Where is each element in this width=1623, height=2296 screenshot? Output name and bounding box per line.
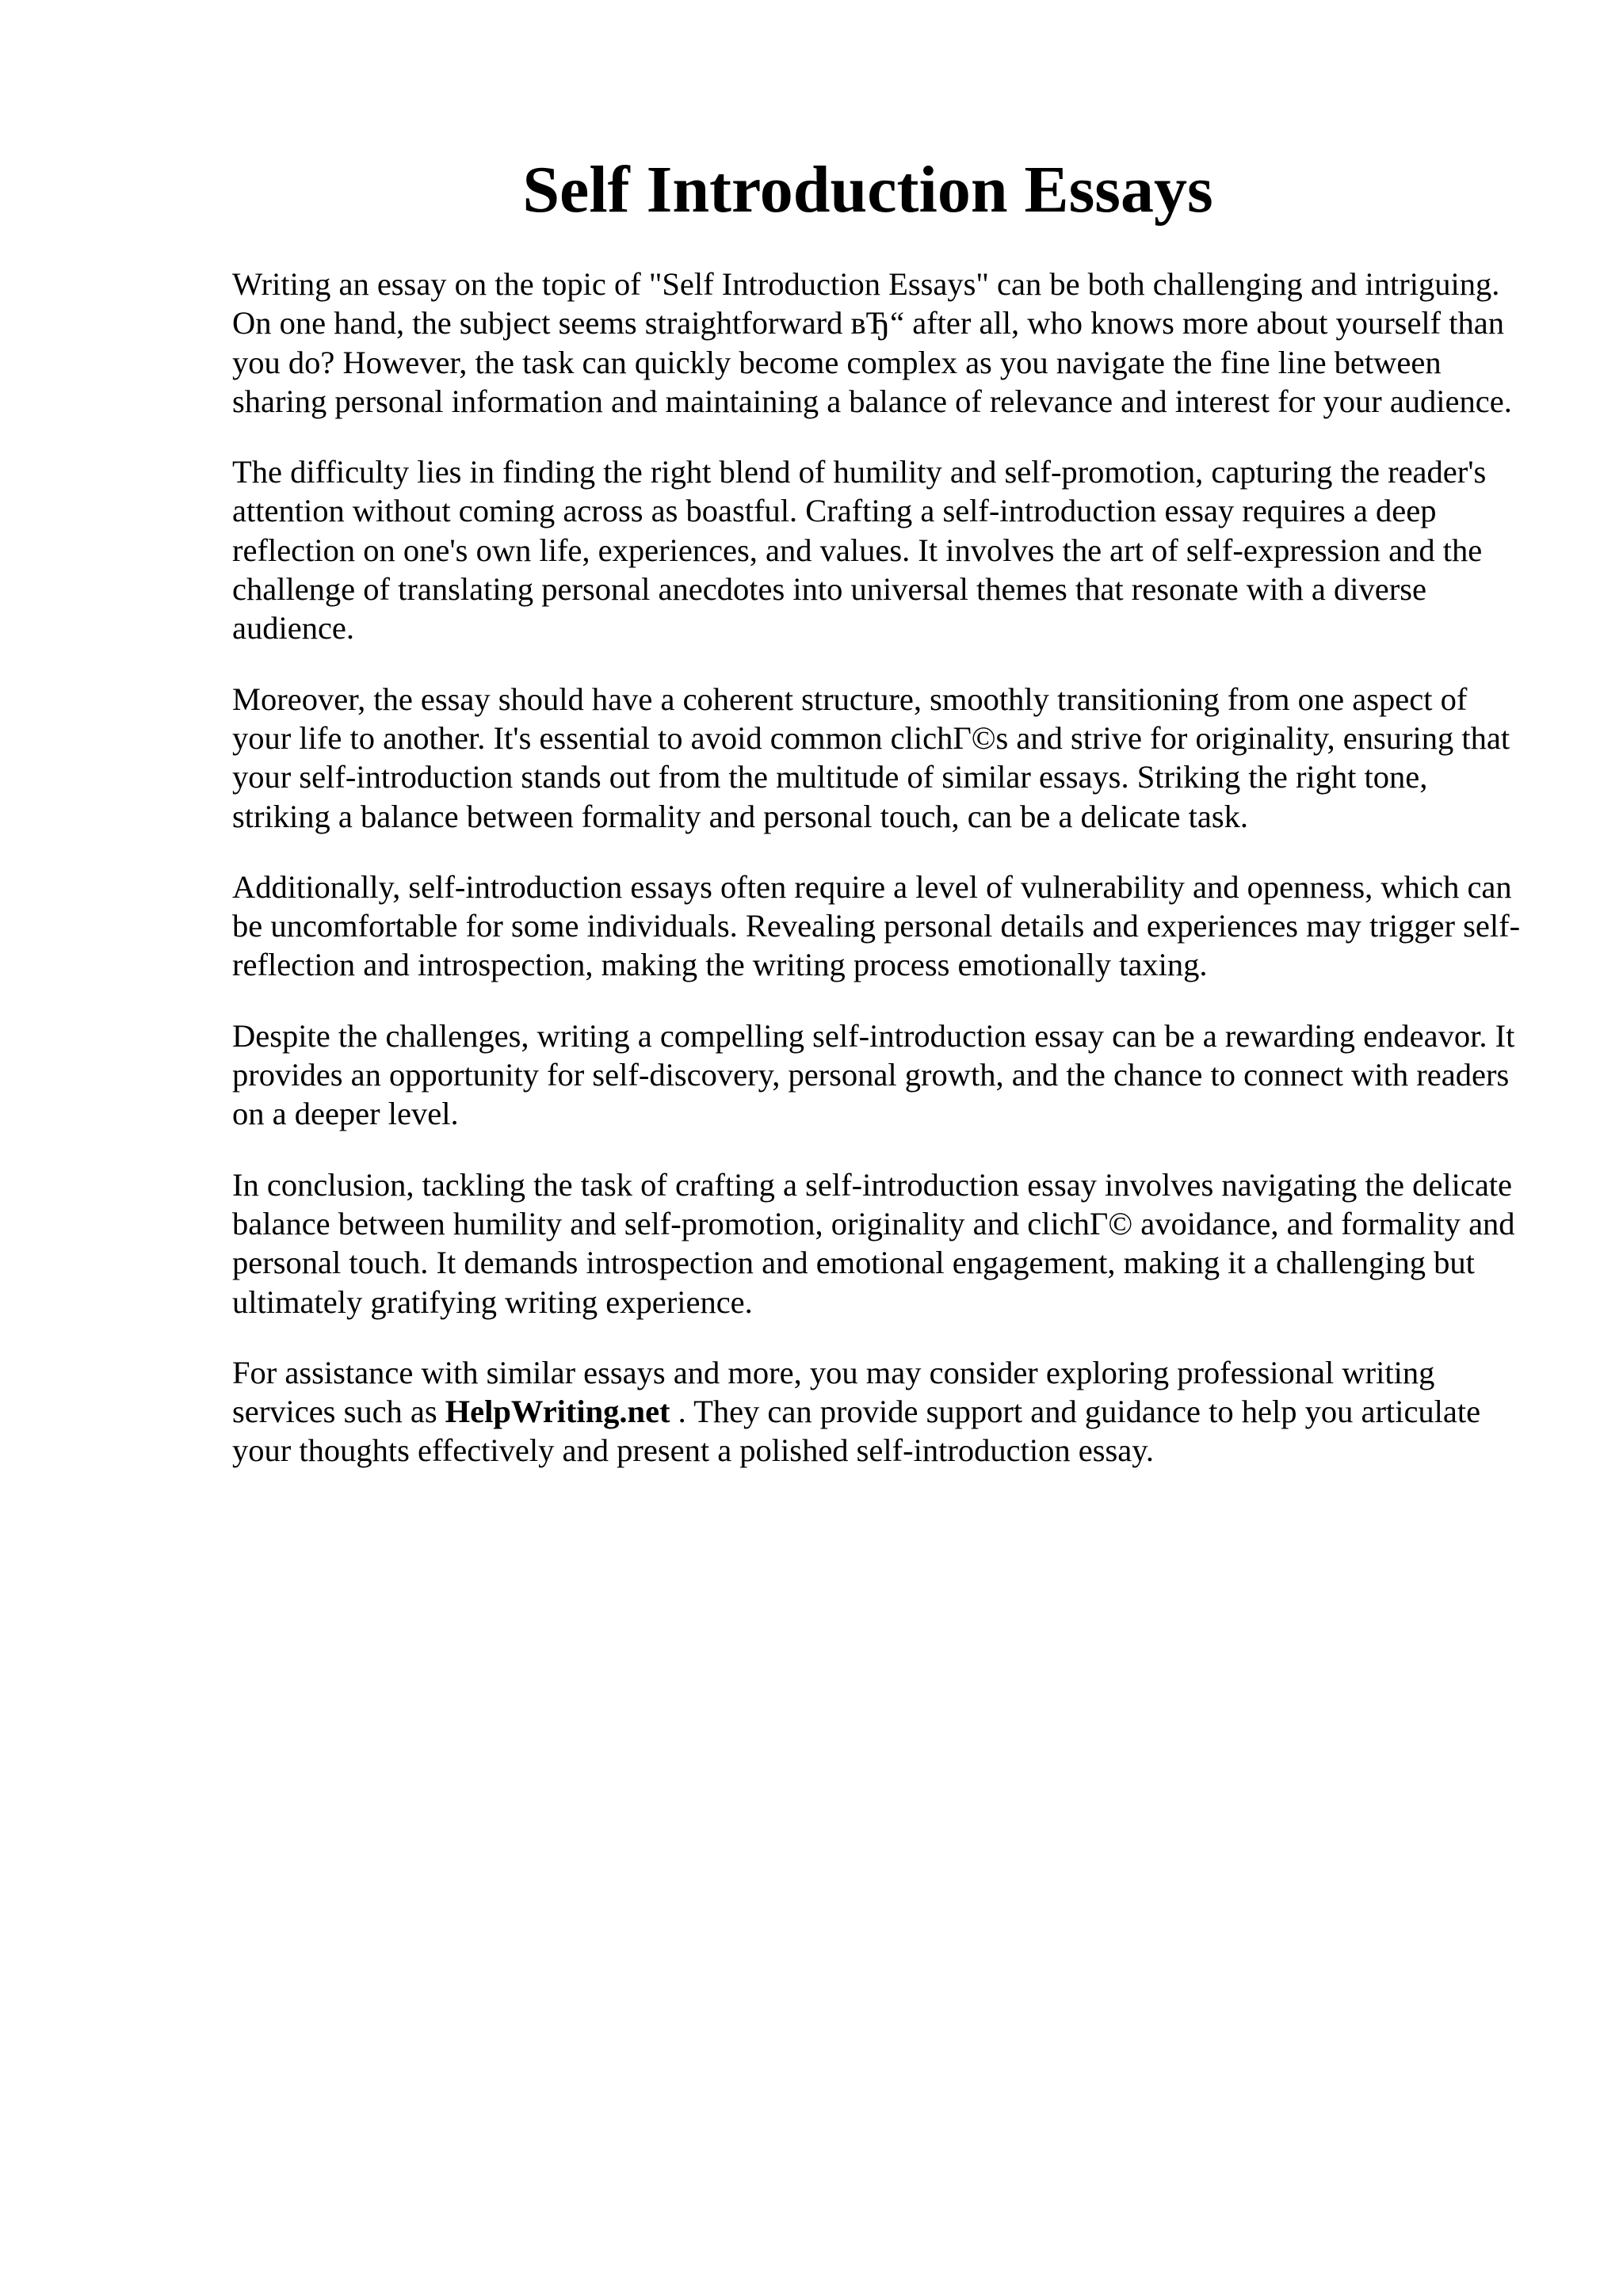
closing-paragraph: [232, 1353, 1524, 1470]
helpwriting-link[interactable]: HelpWriting.net: [445, 1394, 670, 1430]
paragraph-6: In conclusion, tackling the task of crafting a self-introduction essay involves navigating the delicate balance between humility and self-promotion, originality and clichГ© avoidance, and formality and personal touch. It demands introspection and emotional engagement, making it a challenging but ultimately gratifying writing experience.: [232, 1166, 1515, 1320]
paragraph-5: Despite the challenges, writing a compelling self-introduction essay can be a rewarding endeavor. It provides an opportunity for self-discovery, personal growth, and the chance to connect with readers on a deeper level.: [232, 1017, 1515, 1132]
paragraph-3: Moreover, the essay should have a coherent structure, smoothly transitioning from one aspect of your life to another. It's essential to avoid common clichГ©s and strive for originality, ensuring that your self-introduction stands out from the multitude of similar essays. Striking the right tone, striking a balance between formality and personal touch, can be a delicate task.: [232, 681, 1510, 834]
document-title: Self Introduction Essays: [522, 153, 1213, 227]
closing-text-before: For assistance with similar essays and more, you may consider exploring professional writing services such as: [232, 1354, 1435, 1430]
paragraph-1: Writing an essay on the topic of "Self Introduction Essays" can be both challenging and intriguing. On one hand, the subject seems straightforward вЂ“ after all, who knows more about yourself than you do? However, the task can quickly become complex as you navigate the fine line between sharing personal information and maintaining a balance of relevance and interest for your audience.: [232, 266, 1512, 419]
paragraph-4: Additionally, self-introduction essays often require a level of vulnerability and openness, which can be uncomfortable for some individuals. Revealing personal details and experiences may trigger self-reflection and introspection, making the writing process emotionally taxing.: [232, 868, 1521, 983]
paragraph-2: The difficulty lies in finding the right blend of humility and self-promotion, capturing the reader's attention without coming across as boastful. Crafting a self-introduction essay requires a deep reflection on one's own life, experiences, and values. It involves the art of self-expression and the challenge of translating personal anecdotes into universal themes that resonate with a diverse audience.: [232, 454, 1487, 646]
closing-text-after: . They can provide support and guidance to help you articulate your thoughts effectively and present a polished self-introduction essay.: [232, 1394, 1481, 1469]
document-body: [232, 265, 1524, 1502]
